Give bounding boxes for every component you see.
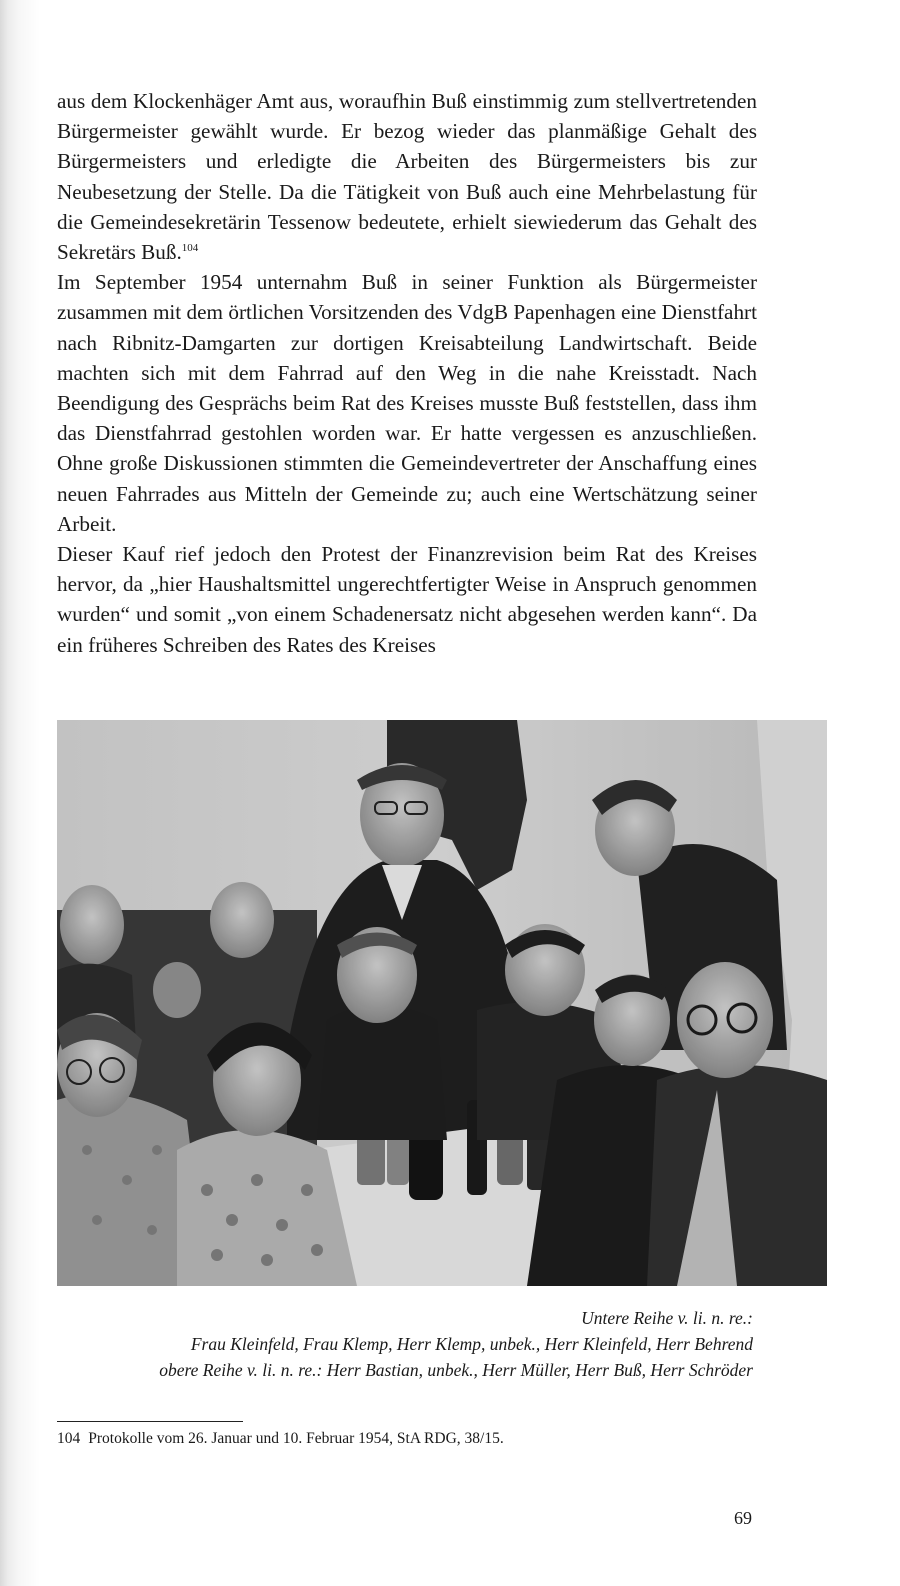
paragraph-2: Im September 1954 unternahm Buß in seiner Funktion als Bürgermeister zusammen mit dem örtlichen Vorsitzenden des VdgB Papenhagen eine Dienstfahrt nach Ribnitz-Damgarten zur dortigen Kreisabteilung Landwirtschaft. Beide machten sich mit dem Fahrrad auf den Weg in die nahe Kreisstadt. Nach Beendigung des Gesprächs beim Rat des Kreises musste Buß feststellen, dass ihm das Dienstfahrrad gestohlen worden war. Er hatte vergessen es anzuschließen. Ohne große Diskussionen stimmten die Gemeindevertreter der Anschaffung eines neuen Fahrrades aus Mitteln der Gemeinde zu; auch eine Wertschätzung seiner Arbeit. — [57, 270, 757, 536]
page-number: 69 — [734, 1508, 752, 1528]
caption-line-1: Untere Reihe v. li. n. re.: — [581, 1308, 753, 1328]
footnote-reference[interactable]: 104 — [181, 241, 199, 254]
paragraph-1 — [57, 86, 757, 267]
body-text — [57, 86, 757, 660]
caption-line-2: Frau Kleinfeld, Frau Klemp, Herr Klemp, unbek., Herr Kleinfeld, Herr Behrend — [190, 1334, 753, 1354]
caption-line-3: obere Reihe v. li. n. re.: Herr Bastian, unbek., Herr Müller, Herr Buß, Herr Schröder — [159, 1360, 753, 1380]
footnote-number: 104 — [57, 1430, 81, 1447]
group-photograph — [57, 720, 827, 1286]
photo-caption — [53, 1305, 753, 1383]
photo-illustration — [57, 720, 827, 1286]
footnote-text: Protokolle vom 26. Januar und 10. Februar 1954, StA RDG, 38/15. — [88, 1430, 504, 1447]
footnote-divider — [57, 1421, 243, 1422]
paragraph-1-text: aus dem Klockenhäger Amt aus, woraufhin Buß einstimmig zum stellvertretenden Bürgermeister gewählt wurde. Er bezog wieder das planmäßige Gehalt des Bürgermeisters und erledigte die Arbeiten des Bürgermeisters bis zur Neubesetzung der Stelle. Da die Tätigkeit von Buß auch eine Mehrbelastung für die Gemeindesekretärin Tessenow bedeutete, erhielt siewiederum das Gehalt des Sekretärs Buß. — [57, 89, 757, 265]
paragraph-3: Dieser Kauf rief jedoch den Protest der Finanzrevision beim Rat des Kreises hervor, da „hier Haushaltsmittel ungerechtfertigter Weise in Anspruch genommen wurden“ und somit „von einem Schadenersatz nicht abgesehen werden kann“. Da ein früheres Schreiben des Rates des Kreises — [57, 542, 757, 657]
footnote — [57, 1428, 504, 1450]
